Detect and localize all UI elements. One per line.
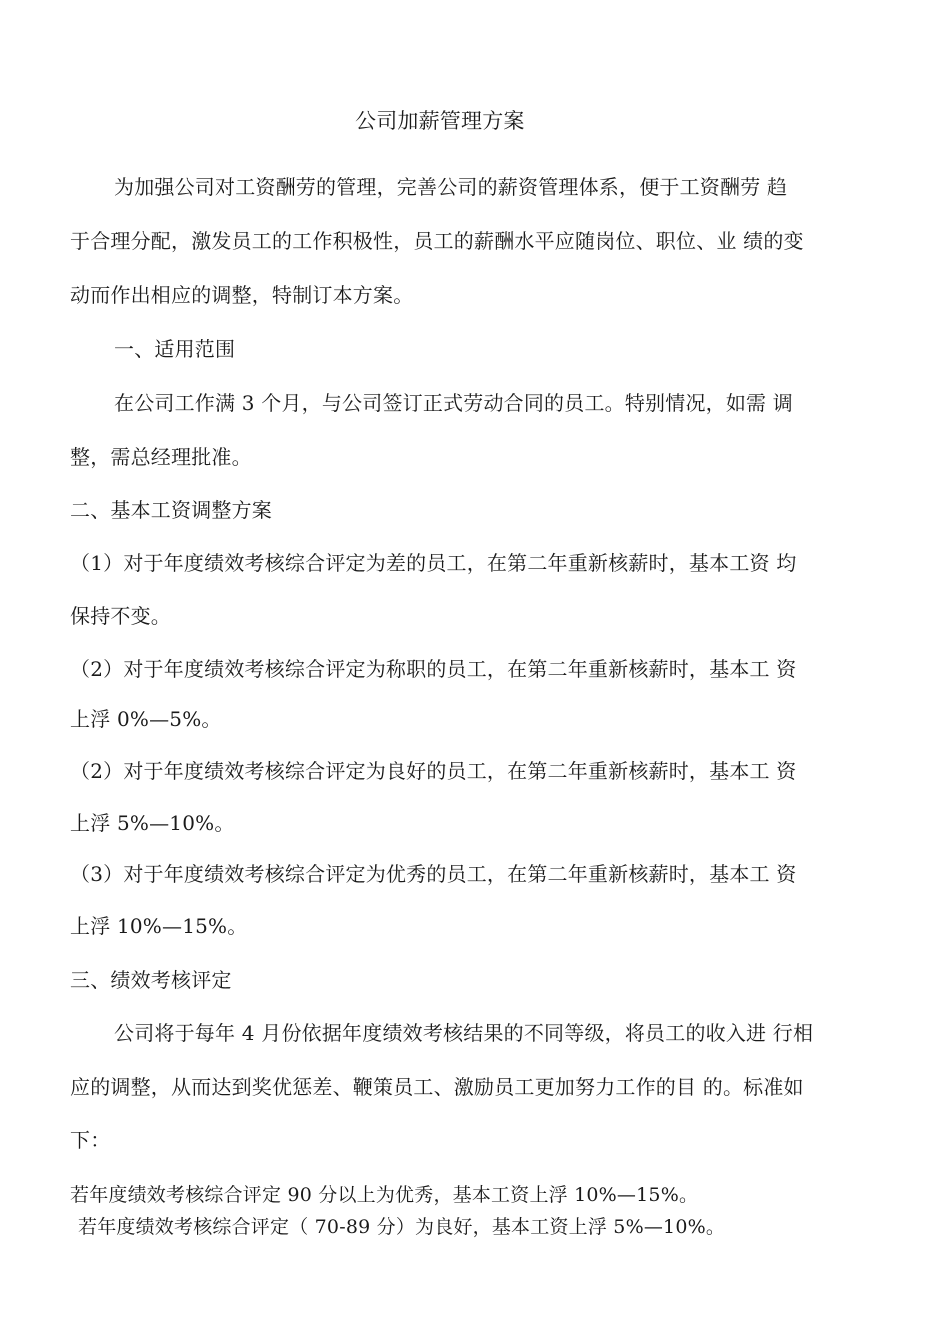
section-heading-scope: 一、适用范围 — [114, 337, 236, 361]
section-heading-performance: 三、绩效考核评定 — [70, 968, 232, 992]
section-heading-salary-adjustment: 二、基本工资调整方案 — [70, 498, 272, 522]
paragraph-line: 为加强公司对工资酬劳的管理，完善公司的薪资管理体系，便于工资酬劳 趋 — [114, 175, 788, 199]
list-item-line: 上浮 10%—15%。 — [70, 914, 248, 938]
paragraph-line: 应的调整，从而达到奖优惩差、鞭策员工、激励员工更加努力工作的目 的。标准如 — [70, 1075, 804, 1099]
list-item-line: 上浮 5%—10%。 — [70, 811, 235, 835]
list-item-line: （3）对于年度绩效考核综合评定为优秀的员工，在第二年重新核薪时，基本工 资 — [70, 862, 797, 886]
standard-line: 若年度绩效考核综合评定 90 分以上为优秀，基本工资上浮 10%—15%。 — [70, 1184, 699, 1206]
paragraph-line: 公司将于每年 4 月份依据年度绩效考核结果的不同等级，将员工的收入进 行相 — [114, 1021, 814, 1045]
paragraph-line: 动而作出相应的调整，特制订本方案。 — [70, 283, 414, 307]
paragraph-line: 整，需总经理批准。 — [70, 445, 252, 469]
paragraph-line: 于合理分配，激发员工的工作积极性，员工的薪酬水平应随岗位、职位、业 绩的变 — [70, 229, 804, 253]
list-item-line: （1）对于年度绩效考核综合评定为差的员工，在第二年重新核薪时，基本工资 均 — [70, 551, 797, 575]
paragraph-line: 在公司工作满 3 个月，与公司签订正式劳动合同的员工。特别情况，如需 调 — [114, 391, 793, 415]
paragraph-line: 下： — [70, 1128, 111, 1152]
list-item-line: 保持不变。 — [70, 604, 171, 628]
page-title: 公司加薪管理方案 — [355, 109, 525, 133]
standard-line: 若年度绩效考核综合评定（ 70-89 分）为良好，基本工资上浮 5%—10%。 — [78, 1216, 726, 1238]
list-item-line: （2）对于年度绩效考核综合评定为良好的员工，在第二年重新核薪时，基本工 资 — [70, 759, 797, 783]
list-item-line: 上浮 0%—5%。 — [70, 707, 222, 731]
list-item-line: （2）对于年度绩效考核综合评定为称职的员工，在第二年重新核薪时，基本工 资 — [70, 657, 797, 681]
